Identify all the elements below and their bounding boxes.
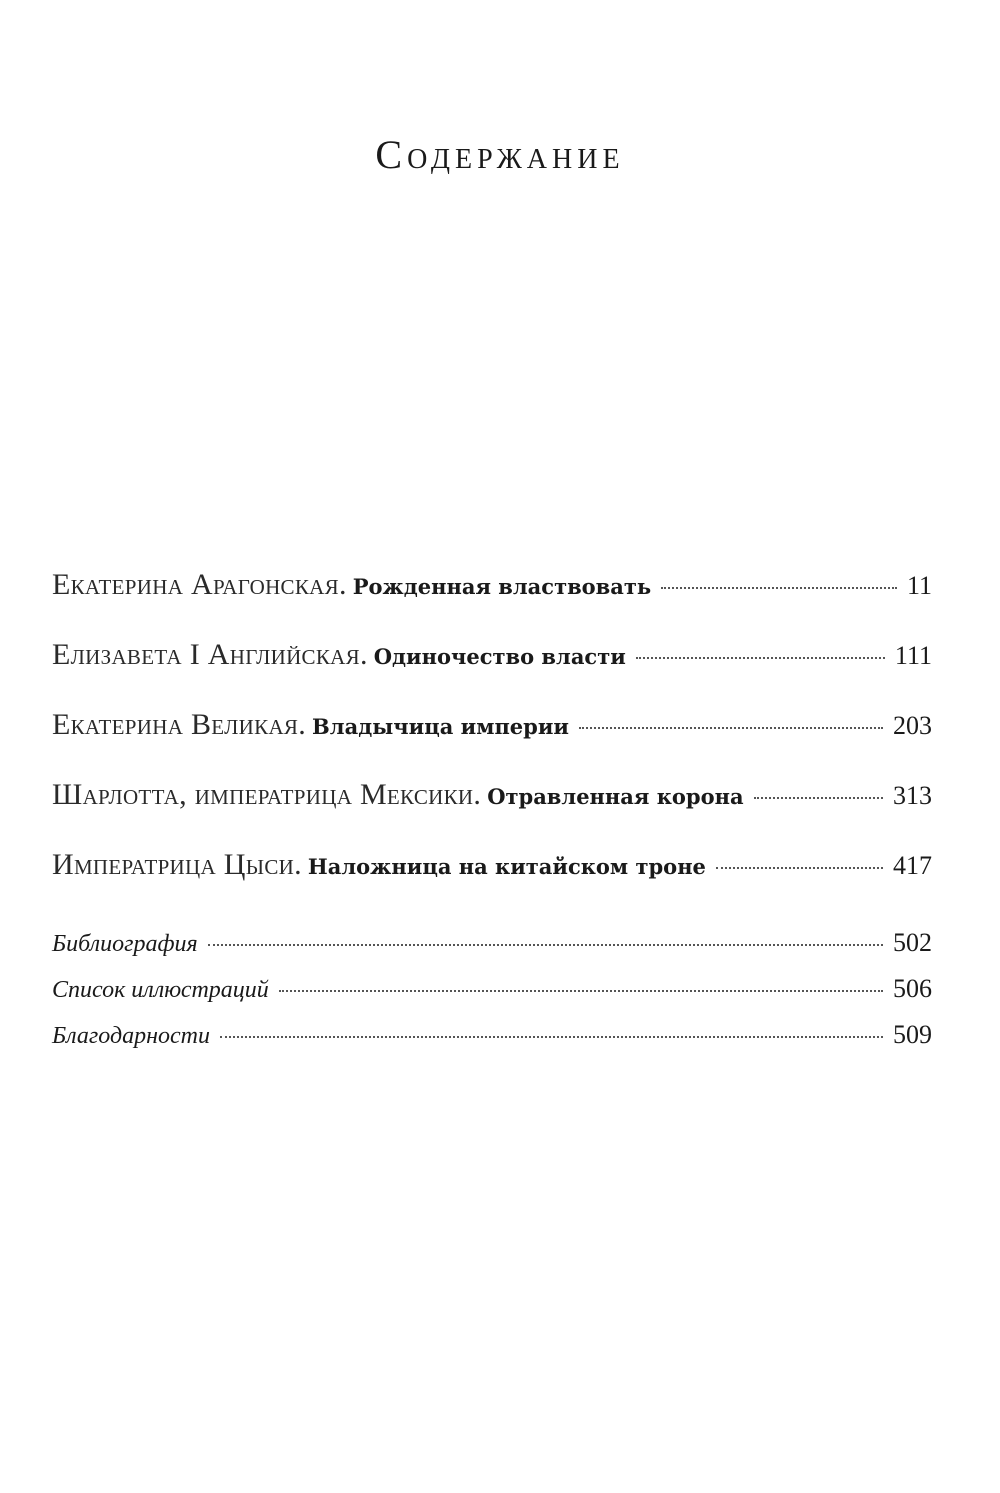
- toc-entry-page: 417: [893, 851, 932, 880]
- toc-entry: [52, 848, 932, 918]
- toc-back-entry-title: Список иллюстраций: [52, 977, 269, 1003]
- toc-entry-subtitle: Отравленная корона: [487, 784, 744, 809]
- toc-entry-author: Императрица Цыси.: [52, 848, 302, 881]
- toc-back-entry: [52, 974, 932, 1020]
- toc-entry-author: Екатерина Великая.: [52, 708, 307, 741]
- toc-back-matter: [52, 928, 932, 1066]
- toc-entry-author: Екатерина Арагонская.: [52, 568, 347, 601]
- toc-entry: [52, 778, 932, 848]
- dot-leader: [636, 657, 885, 659]
- dot-leader: [754, 797, 883, 799]
- toc-entry-subtitle: Наложница на китайском троне: [307, 854, 706, 879]
- dot-leader: [661, 587, 897, 589]
- dot-leader: [220, 1036, 883, 1038]
- toc-back-entry-page: 506: [893, 974, 932, 1003]
- toc-chapters: [52, 568, 932, 918]
- page-title: Содержание: [375, 131, 625, 177]
- toc-back-entry-page: 509: [893, 1020, 932, 1049]
- toc-back-entry-title: Благодарности: [52, 1023, 210, 1049]
- toc-entry-page: 11: [906, 571, 932, 600]
- dot-leader: [208, 944, 883, 946]
- toc-entry-page: 111: [894, 641, 932, 670]
- toc-entry-author: Елизавета I Английская.: [52, 638, 368, 671]
- toc-entry-subtitle: Одиночество власти: [373, 644, 626, 669]
- toc-entry-subtitle: Рожденная властвовать: [352, 574, 652, 599]
- toc-entry: [52, 638, 932, 708]
- dot-leader: [579, 727, 883, 729]
- toc-back-entry: [52, 928, 932, 974]
- dot-leader: [716, 867, 883, 869]
- toc-back-entry: [52, 1020, 932, 1066]
- toc-entry-author: Шарлотта, императрица Мексики.: [52, 778, 482, 811]
- toc-entry: [52, 708, 932, 778]
- toc-entry-subtitle: Владычица империи: [312, 714, 570, 739]
- toc-back-entry-page: 502: [893, 928, 932, 957]
- toc-entry: [52, 568, 932, 638]
- toc-entry-page: 313: [893, 781, 932, 810]
- toc-entry-page: 203: [893, 711, 932, 740]
- dot-leader: [279, 990, 883, 992]
- toc-back-entry-title: Библиография: [52, 931, 198, 957]
